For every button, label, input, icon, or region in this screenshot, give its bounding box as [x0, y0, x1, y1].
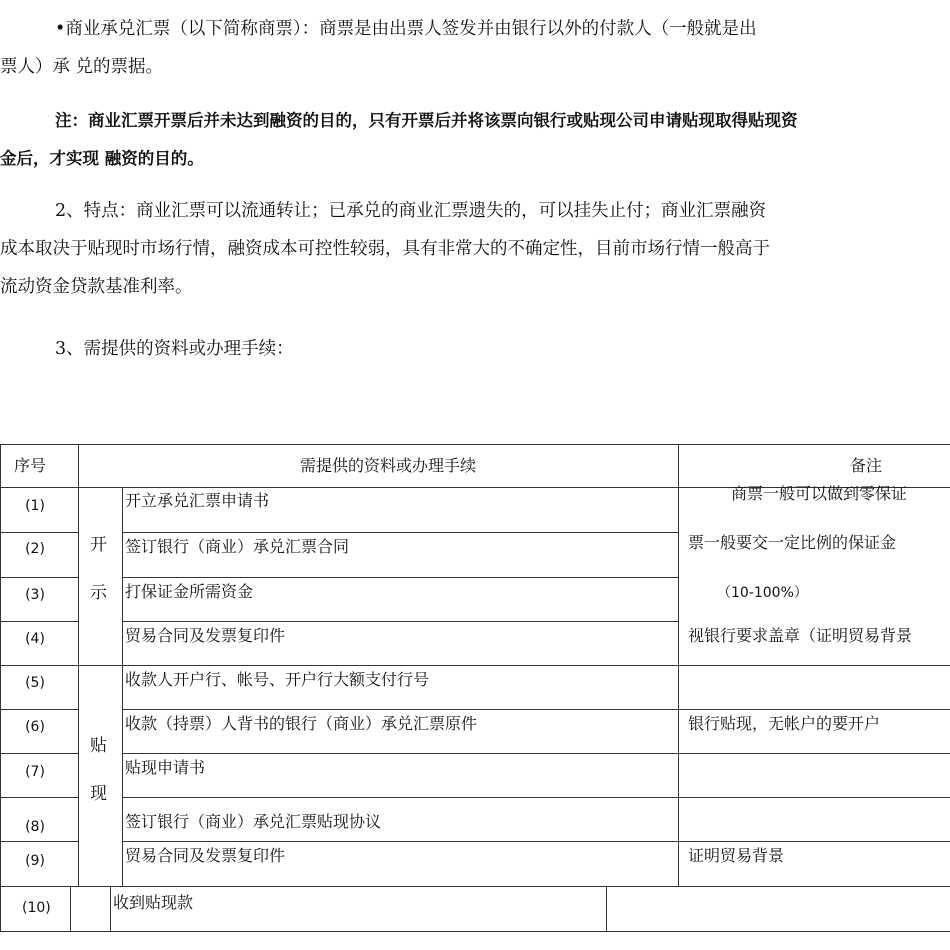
row-number: (8): [25, 819, 45, 835]
table-border: [0, 931, 950, 932]
row-remark: （10-100%）: [717, 585, 808, 601]
table-border: [0, 621, 78, 622]
table-border: [0, 797, 78, 798]
row-remark: 视银行要求盖章（证明贸易背景: [688, 626, 913, 645]
row-number: (3): [25, 587, 45, 603]
group-label-open: 示: [90, 583, 107, 603]
text-line: 票人）承 兑的票据。: [0, 57, 164, 77]
table-border: [122, 797, 950, 798]
text-line: 流动资金贷款基准利率。: [0, 277, 193, 297]
row-item: 贴现申请书: [125, 758, 206, 777]
row-number: (6): [25, 719, 45, 735]
row-remark: 票一般要交一定比例的保证金: [688, 533, 897, 552]
table-border: [0, 665, 950, 666]
row-item: 签订银行（商业）承兑汇票合同: [125, 537, 350, 556]
table-border: [0, 709, 78, 710]
row-number: (2): [25, 541, 45, 557]
table-border: [122, 621, 678, 622]
row-item: 开立承兑汇票申请书: [125, 491, 270, 510]
row-number: (9): [25, 853, 45, 869]
table-border: [0, 577, 78, 578]
row-item: 打保证金所需资金: [125, 582, 254, 601]
table-border: [0, 753, 78, 754]
header-materials: 需提供的资料或办理手续: [300, 456, 477, 475]
header-seq: 序号: [14, 456, 47, 475]
group-label-discount: 贴: [90, 736, 107, 756]
table-border: [122, 532, 678, 533]
text-line: 注：商业汇票开票后并未达到融资的目的，只有开票后并将该票向银行或贴现公司申请贴现取得贴现资: [55, 111, 798, 130]
row-remark: 银行贴现，无帐户的要开户: [688, 714, 881, 733]
table-border: [122, 487, 123, 886]
row-item: 收款人开户行、帐号、开户行大额支付行号: [125, 670, 430, 689]
table-border: [110, 886, 111, 931]
table-border: [78, 444, 79, 886]
table-border: [122, 709, 950, 710]
text-line: 2、特点：商业汇票可以流通转让；已承兑的商业汇票遗失的，可以挂失止付；商业汇票融资: [55, 201, 767, 221]
text-line: 成本取决于贴现时市场行情，融资成本可控性较弱，具有非常大的不确定性，目前市场行情一般高于: [0, 239, 770, 259]
table-border: [0, 886, 950, 887]
table-border: [0, 532, 78, 533]
text-line: •商业承兑汇票（以下简称商票）：商票是由出票人签发并由银行以外的付款人（一般就是出: [55, 19, 757, 39]
header-remarks: 备注: [850, 456, 883, 475]
table-border: [0, 444, 950, 445]
table-border: [122, 753, 950, 754]
table-border: [678, 444, 679, 886]
row-item: 收到贴现款: [113, 893, 194, 912]
table-border: [70, 886, 71, 931]
text-line: 3、需提供的资料或办理手续：: [55, 339, 294, 359]
row-item: 签订银行（商业）承兑汇票贴现协议: [125, 812, 382, 831]
table-border: [122, 577, 678, 578]
row-number: (4): [25, 631, 45, 647]
row-number: (1): [25, 498, 45, 514]
row-number: (5): [25, 675, 45, 691]
row-remark: 商票一般可以做到零保证: [731, 484, 908, 503]
row-item: 贸易合同及发票复印件: [125, 626, 286, 645]
row-number: (7): [25, 764, 45, 780]
row-item: 收款（持票）人背书的银行（商业）承兑汇票原件: [125, 714, 478, 733]
row-remark: 证明贸易背景: [688, 846, 785, 865]
group-label-discount: 现: [90, 784, 107, 804]
text-line: 金后，才实现 融资的目的。: [0, 149, 204, 168]
table-border: [606, 886, 607, 931]
table-border: [0, 841, 78, 842]
table-border: [122, 841, 950, 842]
group-label-open: 开: [90, 535, 107, 555]
row-number: (10): [22, 900, 51, 916]
row-item: 贸易合同及发票复印件: [125, 846, 286, 865]
